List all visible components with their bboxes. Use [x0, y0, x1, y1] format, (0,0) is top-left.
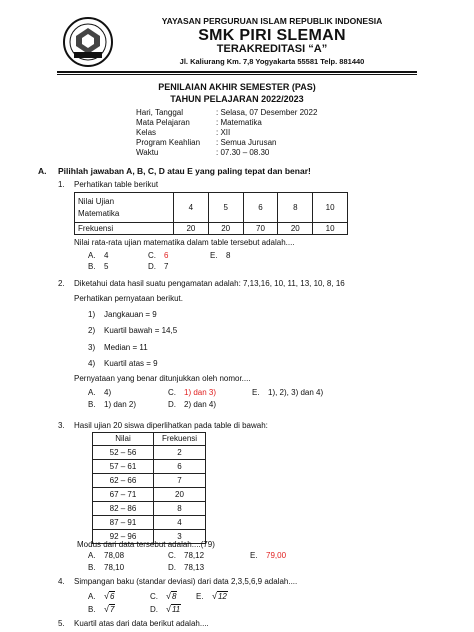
q3-option-e[interactable] [250, 551, 286, 561]
option-text: 78,13 [184, 563, 205, 572]
cell-text: Nilai Ujian [78, 196, 115, 206]
exam-title: PENILAIAN AKHIR SEMESTER (PAS) [158, 82, 316, 92]
table-cell: 7 [154, 474, 206, 488]
table-cell: 6 [243, 193, 278, 223]
option-letter: B. [88, 563, 96, 572]
option-text: 2) dan 4) [184, 400, 217, 409]
option-letter: C. [168, 388, 176, 397]
option-letter: D. [148, 262, 156, 271]
table-cell: 82 – 86 [93, 502, 154, 516]
option-text: 4 [104, 251, 109, 260]
table-row [75, 223, 348, 235]
foundation-name: YAYASAN PERGURUAN ISLAM REPUBLIK INDONESIA [161, 16, 383, 26]
table-cell: 8 [154, 502, 206, 516]
table-row [93, 502, 206, 516]
q4-number: 4. [58, 577, 65, 586]
option-text: 11 [171, 605, 181, 614]
q2-statement-3 [88, 343, 148, 353]
section-heading [38, 166, 311, 176]
table-cell: 20 [174, 223, 209, 235]
sqrt-expression [166, 604, 181, 615]
info-label: Program Keahlian [136, 138, 201, 147]
option-text: 12 [217, 592, 227, 601]
table-cell: 92 – 96 [93, 530, 154, 544]
section-letter: A. [38, 166, 47, 176]
q1-option-c[interactable] [148, 251, 168, 261]
school-address: Jl. Kaliurang Km. 7,8 Yogyakarta 55581 Telp. 881440 [179, 57, 365, 66]
option-text: 5 [104, 262, 109, 271]
exam-year: TAHUN PELAJARAN 2022/2023 [170, 94, 304, 104]
statement-number: 3) [88, 343, 96, 352]
statement-text: Kuartil atas = 9 [104, 359, 158, 368]
info-row-date [136, 108, 317, 118]
q3-number: 3. [58, 421, 65, 430]
sqrt-icon: √ [104, 591, 109, 601]
table-cell: 4 [174, 193, 209, 223]
table-cell: 20 [208, 223, 243, 235]
info-label: Kelas [136, 128, 157, 137]
option-text: 6 [109, 592, 115, 601]
info-label: Hari, Tanggal [136, 108, 183, 117]
q4-option-a[interactable] [88, 591, 115, 602]
info-value: : 07.30 – 08.30 [216, 148, 270, 157]
q3-question: Modus dari data tersebut adalah....(79) [77, 540, 215, 549]
q2-option-a[interactable] [88, 388, 111, 398]
option-text: 7 [109, 605, 115, 614]
table-row [93, 516, 206, 530]
option-letter: C. [150, 592, 158, 601]
q2-statement-4 [88, 359, 158, 369]
header-divider [57, 71, 417, 73]
table-row [93, 433, 206, 446]
option-text: 8 [226, 251, 231, 260]
info-row-subject [136, 118, 262, 128]
table-cell: 10 [313, 223, 348, 235]
q3-option-a[interactable] [88, 551, 124, 561]
table-cell: Frekuensi [75, 223, 174, 235]
info-value: : Semua Jurusan [216, 138, 277, 147]
option-letter: D. [168, 563, 176, 572]
sqrt-icon: √ [166, 591, 171, 601]
q3-option-c[interactable] [168, 551, 204, 561]
option-letter: E. [196, 592, 204, 601]
option-text: 4) [104, 388, 112, 397]
info-row-time [136, 148, 269, 158]
option-text: 78,08 [104, 551, 125, 560]
q3-option-d[interactable] [168, 563, 204, 573]
option-letter: B. [88, 262, 96, 271]
statement-number: 2) [88, 326, 96, 335]
option-letter: A. [88, 592, 96, 601]
table-cell: 10 [313, 193, 348, 223]
q2-number: 2. [58, 279, 65, 288]
q4-option-b[interactable] [88, 604, 115, 615]
q4-option-d[interactable] [150, 604, 181, 615]
table-row [93, 488, 206, 502]
q4-option-e[interactable] [196, 591, 228, 602]
q4-text: Simpangan baku (standar deviasi) dari data 2,3,5,6,9 adalah.... [74, 577, 298, 586]
table-cell: 20 [278, 223, 313, 235]
q3-option-b[interactable] [88, 563, 124, 573]
table-cell: 57 – 61 [93, 460, 154, 474]
q1-table [74, 192, 348, 235]
cell-text: Matematika [78, 208, 120, 218]
option-letter: B. [88, 400, 96, 409]
option-letter: C. [148, 251, 156, 260]
table-row [93, 474, 206, 488]
option-text: 1) dan 2) [104, 400, 137, 409]
table-cell: 6 [154, 460, 206, 474]
statement-text: Kuartil bawah = 14,5 [104, 326, 178, 335]
table-cell: 62 – 66 [93, 474, 154, 488]
q2-intro: Perhatikan pernyataan berikut. [74, 294, 183, 303]
statement-number: 4) [88, 359, 96, 368]
q2-option-e[interactable] [252, 388, 323, 398]
table-row [93, 446, 206, 460]
q1-option-d[interactable] [148, 262, 168, 272]
q4-option-c[interactable] [150, 591, 177, 602]
info-value: : Selasa, 07 Desember 2022 [216, 108, 318, 117]
option-letter: C. [168, 551, 176, 560]
q1-option-a[interactable] [88, 251, 108, 261]
q2-option-b[interactable] [88, 400, 136, 410]
option-text: 1) dan 3) [184, 388, 217, 397]
q2-question: Pernyataan yang benar ditunjukkan oleh nomor.... [74, 374, 251, 383]
option-letter: B. [88, 605, 96, 614]
option-text: 7 [164, 262, 169, 271]
sqrt-icon: √ [212, 591, 217, 601]
sqrt-expression [104, 591, 115, 602]
option-letter: D. [150, 605, 158, 614]
option-letter: E. [252, 388, 260, 397]
q2-statement-2 [88, 326, 177, 336]
statement-number: 1) [88, 310, 96, 319]
option-text: 8 [171, 592, 177, 601]
q1-question: Nilai rata-rata ujian matematika dalam table tersebut adalah.... [74, 238, 295, 247]
table-cell: 2 [154, 446, 206, 460]
info-label: Mata Pelajaran [136, 118, 190, 127]
table-row [93, 460, 206, 474]
info-value: : Matematika [216, 118, 262, 127]
option-text: 79,00 [266, 551, 287, 560]
q2-statement-1 [88, 310, 157, 320]
table-header-cell: Frekuensi [154, 433, 206, 446]
option-letter: A. [88, 388, 96, 397]
option-text: 6 [164, 251, 169, 260]
q2-text: Diketahui data hasil suatu pengamatan adalah: 7,13,16, 10, 11, 13, 10, 8, 16 [74, 279, 345, 288]
q1-option-b[interactable] [88, 262, 108, 272]
sqrt-icon: √ [104, 604, 109, 614]
info-row-program [136, 138, 276, 148]
table-cell: 3 [154, 530, 206, 544]
statement-text: Jangkauan = 9 [104, 310, 157, 319]
statement-text: Median = 11 [104, 343, 148, 352]
school-name: SMK PIRI SLEMAN [198, 27, 346, 44]
table-cell: 4 [154, 516, 206, 530]
table-cell: 67 – 71 [93, 488, 154, 502]
table-cell: 20 [154, 488, 206, 502]
option-letter: D. [168, 400, 176, 409]
option-letter: A. [88, 551, 96, 560]
sqrt-expression [166, 591, 177, 602]
sqrt-expression [212, 591, 228, 602]
section-instruction: Pilihlah jawaban A, B, C, D atau E yang paling tepat dan benar! [58, 166, 311, 176]
q3-text: Hasil ujian 20 siswa diperlihatkan pada table di bawah: [74, 421, 268, 430]
option-letter: E. [210, 251, 218, 260]
table-cell: 70 [243, 223, 278, 235]
option-text: 78,10 [104, 563, 125, 572]
table-cell [75, 193, 174, 223]
q1-number: 1. [58, 180, 65, 189]
table-header-cell: Nilai [93, 433, 154, 446]
sqrt-icon: √ [166, 604, 171, 614]
q2-option-c[interactable] [168, 388, 216, 398]
table-cell: 87 – 91 [93, 516, 154, 530]
q3-table [92, 432, 206, 544]
table-cell: 8 [278, 193, 313, 223]
info-label: Waktu [136, 148, 159, 157]
table-cell: 52 – 56 [93, 446, 154, 460]
option-letter: E. [250, 551, 258, 560]
q5-number: 5. [58, 619, 65, 628]
accreditation-label: TERAKREDITASI “A” [216, 43, 328, 55]
q1-text: Perhatikan table berikut [74, 180, 159, 189]
table-row [75, 193, 348, 223]
option-text: 1), 2), 3) dan 4) [268, 388, 324, 397]
info-row-class [136, 128, 230, 138]
table-cell: 5 [208, 193, 243, 223]
header-divider-thin [57, 74, 417, 75]
info-value: : XII [216, 128, 231, 137]
sqrt-expression [104, 604, 115, 615]
q5-text: Kuartil atas dari data berikut adalah.... [74, 619, 209, 628]
q1-option-e[interactable] [210, 251, 230, 261]
option-text: 78,12 [184, 551, 205, 560]
q2-option-d[interactable] [168, 400, 216, 410]
option-letter: A. [88, 251, 96, 260]
